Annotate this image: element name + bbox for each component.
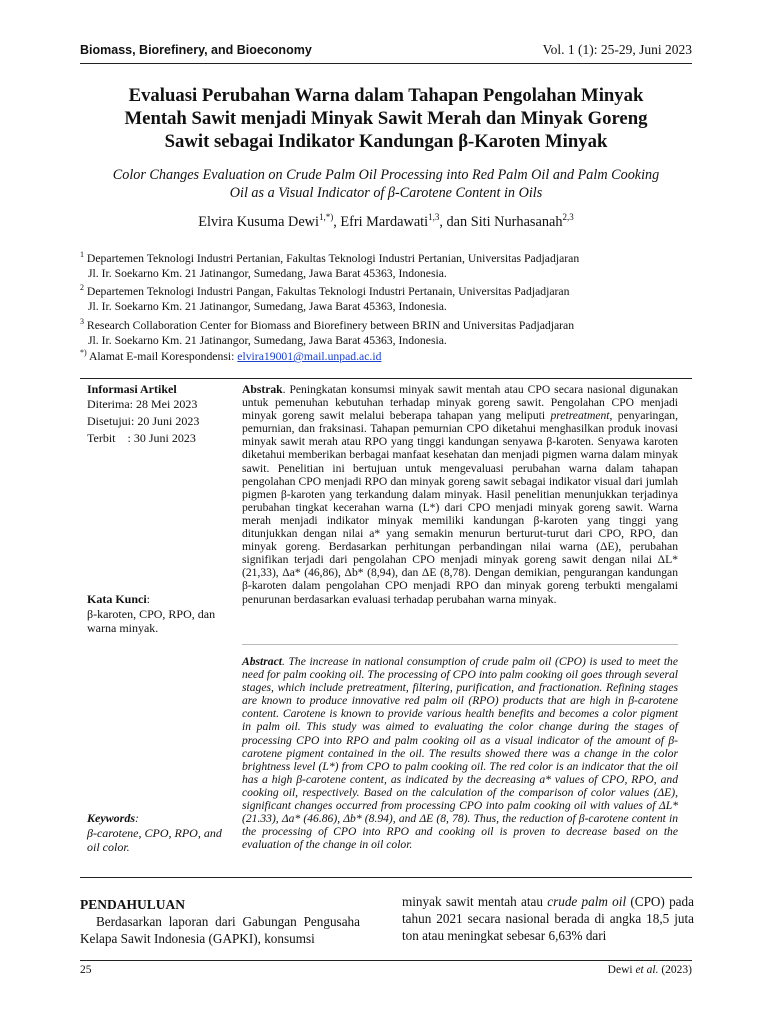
date-accepted: Disetujui: 20 Juni 2023 xyxy=(87,414,200,428)
author-3: , dan Siti Nurhasanah xyxy=(439,213,563,230)
section-heading-pendahuluan: PENDAHULUAN xyxy=(80,897,186,912)
abstract-top-rule xyxy=(80,378,692,379)
affiliations xyxy=(80,248,692,348)
keywords: Keywords: β-carotene, CPO, RPO, and oil color. xyxy=(87,811,232,855)
title-line-1: Evaluasi Perubahan Warna dalam Tahapan Pengolahan Minyak xyxy=(128,85,644,106)
affiliation-1-address: Jl. Ir. Soekarno Km. 21 Jatinangor, Sumedang, Jawa Barat 45363, Indonesia. xyxy=(88,266,447,280)
affiliation-3-address: Jl. Ir. Soekarno Km. 21 Jatinangor, Sumedang, Jawa Barat 45363, Indonesia. xyxy=(88,333,447,347)
abstrak-text: . Peningkatan konsumsi minyak sawit mentah atau CPO secara nasional digunakan untuk pemenuhan kebutuhan terhadap minyak goreng sawit. Pengolahan CPO menjadi minyak goreng sawit melalui beberapa tahapan yang meliputi xyxy=(242,383,678,423)
subtitle-line-1: Color Changes Evaluation on Crude Palm Oil Processing into Red Palm Oil and Palm Cooking xyxy=(112,167,660,183)
running-citation: Dewi et al. (2023) xyxy=(607,964,692,976)
date-published: Terbit : 30 Juni 2023 xyxy=(87,430,196,445)
date-received: Diterima: 28 Mei 2023 xyxy=(87,396,198,411)
body-column-1 xyxy=(80,913,360,947)
author-2-affil: 1,3 xyxy=(428,212,440,222)
title-line-2: Mentah Sawit menjadi Minyak Sawit Merah dan Minyak Goreng xyxy=(124,108,648,129)
correspondence xyxy=(80,348,381,363)
email-marker: *) xyxy=(80,348,87,357)
abstrak-text-2: , penyaringan, pemurnian, dan fraksinasi. Tahapan pemurnian CPO diketahui menghasilkan produk inovasi minyak sawit merah atau RPO yang tinggi kandungan senyawa β-karoten. Senyawa karoten diketahui memberikan berbagai manfaat kesehatan dan menjadi pigmen warna dalam minyak sawit. Penelitian ini bertujuan untuk mengevaluasi perubahan warna dalam tahapan pengolahan CPO menjadi RPO dan minyak goreng sawit sebagai indikator visual dari jumlah pigmen β-karoten yang terkandung dalam minyak. Hasil penelitian menunjukkan terjadinya perubahan tingkat kecerahan warna (L*) dari CPO menjadi minyak goreng sawit. Warna merah menjadi indikator minyak memiliki kandungan β-karoten yang tinggi yang ditunjukkan dengan nilai a* yang semakin menurun berturut-turut dari CPO, RPO, dan minyak goreng. Berdasarkan perhitungan perbandingan nilai warna (ΔE), perubahan signifikan terjadi dari pengolahan CPO menjadi minyak goreng sawit dengan nilai ΔL* (21,33), Δa* (46,86), Δb* (8,94), dan ΔE (8,78). Dengan demikian, pengurangan kandungan β-karoten dalam pengolahan CPO menjadi RPO dan minyak goreng terbukti mengalami penurunan berdasarkan evaluasi terhadap perubahan warna minyak. xyxy=(242,409,678,606)
keywords-heading: Keywords xyxy=(87,811,135,825)
header-rule xyxy=(80,63,692,64)
affiliation-1: $^1$ Departemen Teknologi Industri Pertanian, Fakultas Teknologi Industri Pertanian, Universitas Padjadjaran xyxy=(80,250,580,265)
kata-kunci-heading: Kata Kunci xyxy=(87,592,147,606)
journal-name: Biomass, Biorefinery, and Bioeconomy xyxy=(80,43,312,57)
author-2: , Efri Mardawati xyxy=(333,213,429,230)
page-number: 25 xyxy=(80,964,92,976)
author-3-affil: 2,3 xyxy=(562,212,574,222)
title-line-3: Sawit sebagai Indikator Kandungan β-Karoten Minyak xyxy=(164,131,608,152)
body-col1-text: Berdasarkan laporan dari Gabungan Pengusaha Kelapa Sawit Indonesia (GAPKI), konsumsi xyxy=(80,914,360,946)
affiliation-2-address: Jl. Ir. Soekarno Km. 21 Jatinangor, Sumedang, Jawa Barat 45363, Indonesia. xyxy=(88,300,447,314)
abstract-text: . The increase in national consumption of crude palm oil (CPO) is used to meet the need for palm cooking oil. The processing of CPO into palm cooking oil goes through several stages, which include pretreatment, filtering, purification, and fractionation. Refining stages are known to produce innovative red palm oil (RPO) products that are high in β-carotene content. Carotene is known to provide various health benefits and becomes a color pigment in palm oil. This study was aimed to evaluating the color change during the stages of processing CPO into RPO and palm cooking oil as a visual indicator of the amount of β-carotene pigment contained in the oil. The results showed there was a change in the color brightness level (L*) from CPO to palm cooking oil. The red color is an indicator that the oil has a high β-carotene content, as indicated by the decreasing a* values of CPO, RPO, and cooking oil, respectively. Based on the calculation of the comparison of color values (ΔE), significant changes occurred from processing CPO into palm cooking oil with values of ΔL* (21.33), Δa* (46.86), Δb* (8.94), and ΔE (8, 78). Thus, the reduction of β-carotene content in the processing of CPO into RPO and cooking oil is proven to decrease based on the evaluation of the change in oil color. xyxy=(242,655,678,852)
article-title xyxy=(80,84,692,153)
kata-kunci: Kata Kunci: β-karoten, CPO, RPO, dan warna minyak. xyxy=(87,592,232,636)
footer-rule xyxy=(80,960,692,961)
body-column-2: minyak sawit mentah atau crude palm oil (CPO) pada tahun 2021 secara nasional berada di angka 18,5 juta ton atau meningkat sebesar 6,63% dari xyxy=(402,894,694,943)
author-1-affil: 1,*) xyxy=(318,212,334,222)
abstract-label: Abstract xyxy=(242,655,282,668)
email-link[interactable]: elvira19001@mail.unpad.ac.id xyxy=(237,349,382,363)
volume-info: Vol. 1 (1): 25-29, Juni 2023 xyxy=(542,42,692,57)
author-1: Elvira Kusuma Dewi xyxy=(198,213,319,230)
subtitle-line-2: Oil as a Visual Indicator of β-Carotene Content in Oils xyxy=(229,185,543,201)
author-list xyxy=(80,212,692,231)
affiliation-2: $^2$ Departemen Teknologi Industri Pangan, Fakultas Teknologi Industri Pertanain, Universitas Padjadjaran xyxy=(80,283,570,299)
article-subtitle xyxy=(80,166,692,202)
keywords-text: β-carotene, CPO, RPO, and oil color. xyxy=(87,825,222,854)
abstract-bottom-rule xyxy=(80,877,692,878)
email-label: Alamat E-mail Korespondensi: xyxy=(86,349,238,363)
kata-kunci-text: β-karoten, CPO, RPO, dan warna minyak. xyxy=(87,606,216,635)
abstrak-label: Abstrak xyxy=(242,383,283,396)
article-info-heading: Informasi Artikel xyxy=(87,382,177,396)
affiliation-3: $^3$ Research Collaboration Center for Biomass and Biorefinery between BRIN and Universitas Padjadjaran xyxy=(80,316,575,332)
abstrak: Abstrak. Peningkatan konsumsi minyak sawit mentah atau CPO secara nasional digunakan untuk pemenuhan kebutuhan terhadap minyak goreng sawit. Pengolahan CPO menjadi minyak goreng sawit melalui beberapa tahapan yang meliputi pretreatment, penyaringan, pemurnian, dan fraksinasi. Tahapan pemurnian CPO diketahui menghasilkan produk inovasi minyak sawit merah atau RPO yang tinggi kandungan senyawa β-karoten. Senyawa karoten diketahui memberikan berbagai manfaat kesehatan dan menjadi pigmen warna dalam minyak sawit. Penelitian ini bertujuan untuk mengevaluasi perubahan warna dalam tahapan pengolahan CPO menjadi RPO dan minyak goreng sawit sebagai indikator visual dari jumlah pigmen β-karoten yang terkandung dalam minyak. Hasil penelitian menunjukkan terjadinya perubahan tingkat kecerahan warna (L*) dari CPO menjadi minyak goreng sawit. Warna merah menjadi indikator minyak memiliki kandungan β-karoten yang tinggi yang ditunjukkan dengan nilai a* yang semakin menurun berturut-turut dari CPO, RPO, dan minyak goreng. Berdasarkan perhitungan perbandingan nilai warna (ΔE), perubahan signifikan terjadi dari pengolahan CPO menjadi minyak goreng sawit dengan nilai ΔL* (21,33), Δa* (46,86), Δb* (8,94), dan ΔE (8,78). Dengan demikian, pengurangan kandungan β-karoten dalam pengolahan CPO menjadi RPO dan minyak goreng terbukti mengalami penurunan berdasarkan evaluasi terhadap perubahan warna minyak. xyxy=(242,383,678,606)
article-info xyxy=(87,382,232,445)
abstract-english xyxy=(242,655,678,851)
abstract-divider xyxy=(242,644,678,645)
